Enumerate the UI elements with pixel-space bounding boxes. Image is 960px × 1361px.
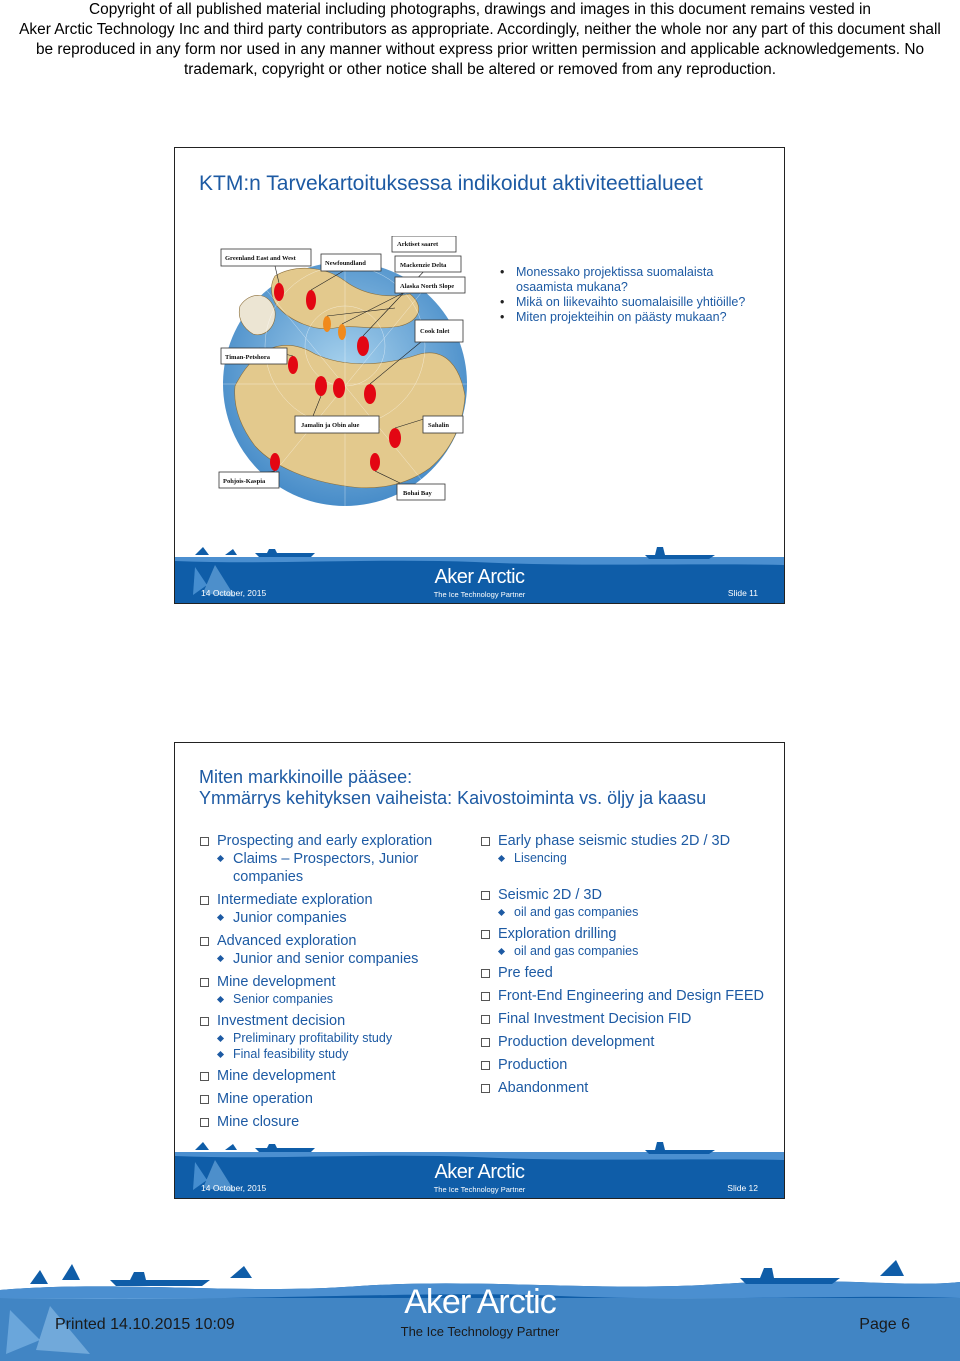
slide-title-line2: Ymmärrys kehityksen vaiheista: Kaivostoiminta vs. öljy ja kaasu — [199, 788, 707, 808]
list-item: Production development — [480, 1033, 770, 1051]
list-item: Investment decision — [199, 1012, 469, 1030]
list-item: Exploration drilling — [480, 925, 770, 943]
marker — [338, 324, 346, 340]
page-footer-tagline: The Ice Technology Partner — [400, 1324, 560, 1339]
marker — [357, 336, 369, 356]
question-item: • Monessako projektissa suomalaista osaamista mukana? — [500, 265, 750, 295]
list-item: Seismic 2D / 3D — [480, 886, 770, 904]
marker — [364, 384, 376, 404]
map-label-newfoundland: Newfoundland — [325, 260, 366, 267]
list-item: Abandonment — [480, 1079, 770, 1097]
map-label-jamalin: Jamalin ja Obin alue — [301, 422, 360, 429]
printed-timestamp: Printed 14.10.2015 10:09 — [55, 1316, 235, 1333]
sub-list-item: oil and gas companies — [480, 904, 770, 920]
slide-number: Slide 12 — [727, 1183, 758, 1193]
oil-gas-phases-list — [480, 827, 770, 1097]
footer-brand-logo: Aker Arctic — [434, 1161, 525, 1183]
copyright-line: be reproduced in any form nor used in any manner without express prior written permission and applicable acknowledgements. No — [36, 41, 924, 58]
list-item: Pre feed — [480, 964, 770, 982]
list-item: Prospecting and early exploration — [199, 832, 469, 850]
list-item: Production — [480, 1056, 770, 1074]
copyright-notice — [0, 0, 960, 80]
map-label-bohai: Bohai Bay — [403, 490, 432, 497]
slide-11 — [174, 147, 785, 604]
list-item: Mine development — [199, 1067, 469, 1085]
map-label-arktiset: Arktiset saaret — [397, 241, 439, 248]
footer-date: 14 October, 2015 — [201, 588, 267, 598]
page-footer-brand-logo: Aker Arctic — [404, 1283, 556, 1321]
marker — [389, 428, 401, 448]
sub-list-item: Junior and senior companies — [199, 950, 469, 968]
list-item: Mine development — [199, 973, 469, 991]
slide-title: KTM:n Tarvekartoituksessa indikoidut aktiviteettialueet — [199, 172, 703, 195]
map-label-greenland: Greenland East and West — [225, 255, 296, 262]
map-label-alaska: Alaska North Slope — [400, 283, 455, 290]
page-number: Page 6 — [859, 1316, 910, 1333]
list-item: Early phase seismic studies 2D / 3D — [480, 832, 770, 850]
marker — [370, 453, 380, 471]
sub-list-item: Claims – Prospectors, Junior companies — [199, 850, 469, 886]
list-item: Intermediate exploration — [199, 891, 469, 909]
list-item: Mine closure — [199, 1113, 469, 1131]
footer-tagline: The Ice Technology Partner — [433, 1185, 526, 1194]
question-item: • Mikä on liikevaihto suomalaisille yhtiöille? — [500, 295, 750, 310]
footer-brand-logo: Aker Arctic — [434, 566, 525, 588]
sub-list-item: Final feasibility study — [199, 1046, 469, 1062]
sub-list-item: oil and gas companies — [480, 943, 770, 959]
marker — [333, 378, 345, 398]
marker — [315, 376, 327, 396]
sub-list-item: Preliminary profitability study — [199, 1030, 469, 1046]
map-label-mackenzie: Mackenzie Delta — [400, 262, 447, 269]
footer-tagline: The Ice Technology Partner — [433, 590, 526, 599]
slide-title — [199, 767, 706, 809]
arctic-map — [215, 236, 473, 506]
slide11-questions — [500, 265, 750, 325]
slide-12 — [174, 742, 785, 1199]
slide-footer — [175, 545, 784, 603]
map-label-timan: Timan-Petshora — [225, 354, 271, 361]
list-item: Final Investment Decision FID — [480, 1010, 770, 1028]
map-label-cook: Cook Inlet — [420, 328, 450, 335]
question-item: • Miten projekteihin on päästy mukaan? — [500, 310, 750, 325]
map-label-sahalin: Sahalin — [428, 422, 449, 429]
slide-number: Slide 11 — [727, 588, 758, 598]
copyright-line: Copyright of all published material including photographs, drawings and images in this document remains vested in — [89, 1, 871, 18]
list-item: Front-End Engineering and Design FEED — [480, 987, 770, 1005]
marker — [306, 290, 316, 310]
slide-title-line1: Miten markkinoille pääsee: — [199, 767, 413, 787]
copyright-line: Aker Arctic Technology Inc and third party contributors as appropriate. Accordingly, neither the whole nor any part of this document shall — [19, 21, 941, 38]
marker — [270, 453, 280, 471]
list-item: Mine operation — [199, 1090, 469, 1108]
marker — [274, 283, 284, 301]
sub-list-item: Senior companies — [199, 991, 469, 1007]
marker — [288, 356, 298, 374]
slide-footer — [175, 1140, 784, 1198]
copyright-line: trademark, copyright or other notice shall be altered or removed from any reproduction. — [184, 61, 776, 78]
sub-list-item: Lisencing — [480, 850, 770, 866]
footer-date: 14 October, 2015 — [201, 1183, 267, 1193]
list-item: Advanced exploration — [199, 932, 469, 950]
mining-phases-list — [199, 827, 469, 1131]
sub-list-item: Junior companies — [199, 909, 469, 927]
marker — [323, 316, 331, 332]
map-label-pohjois: Pohjois-Kaspia — [223, 478, 266, 485]
